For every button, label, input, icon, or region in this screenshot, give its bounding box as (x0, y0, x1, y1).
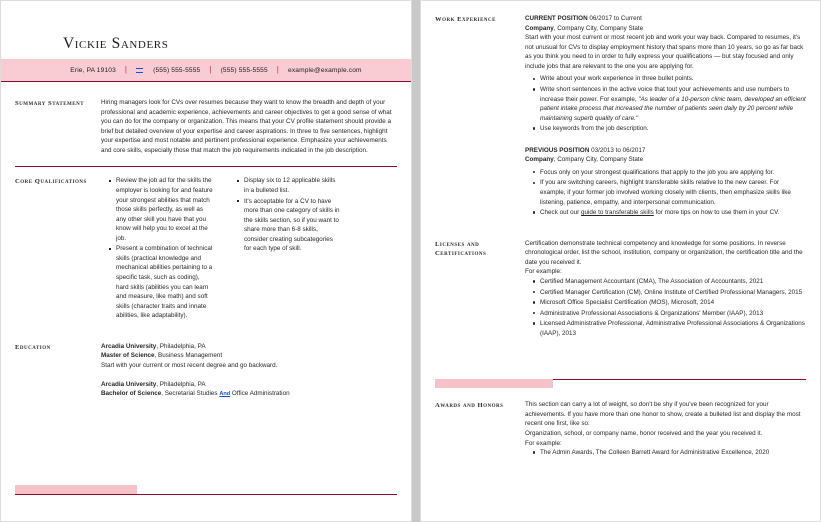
job-company-previous: Company (525, 156, 554, 164)
contact-phone-primary[interactable]: (555) 555-5555 (153, 66, 201, 74)
education-degree-field: , Business Management (154, 352, 223, 360)
education-note: Start with your current or most recent degree and go backward. (101, 361, 278, 369)
licenses-list (525, 277, 806, 338)
qualifications-column-one (101, 176, 213, 321)
contact-separator-3: | (276, 65, 280, 74)
summary-text: Hiring managers look for CVs over resumes because they want to know the breadth and depth of your professional and academic experience, achievements and career objectives to get a good sense of what you can do for the company or organization. This means that your CV profile statement should provide a brief but detailed overview of your expertise and career aspirations. In three to five sentences, highlight your expertise and most notable and pertinent professional experience. Emphasize your achievements and core skills, especially those that match the job requirements indicated in the job description. (101, 99, 392, 154)
section-summary-statement (1, 98, 411, 155)
bullet-text-pre: Check out our (540, 209, 581, 217)
bullet-example-italic: "As leader of a 10-person clinic team, developed an efficient patient intake process that increased the number of patients seen daily by 20 percent while maintaining superb quality of care." (540, 95, 806, 122)
list-item: It's acceptable for a CV to have more than one category of skills in the skills section, so if you want to share more than 6-8 skills, consider creating subcategories for each type of skill. (238, 197, 341, 254)
list-item: Licensed Administrative Professional, Administrative Professional Associations & Organizations (IAAP), 2013 (534, 319, 806, 338)
list-item: Administrative Professional Associations & Organizations' Member (IAAP), 2013 (534, 309, 806, 319)
page-gutter (412, 0, 420, 522)
list-item: Review the job ad for the skills the employer is looking for and feature your strongest abilities that match those skills perfectly, as well as any other skill you have that you know will help you to excel at the job. (110, 176, 213, 243)
highlight-block-right (435, 379, 553, 388)
education-school: Arcadia University (101, 380, 157, 388)
list-item (534, 74, 806, 84)
section-label-core-qualifications: Core Qualifications (15, 178, 87, 186)
contact-location: Erie, PA 19103 (70, 66, 116, 74)
section-label-education: Education (15, 343, 51, 351)
name-block (1, 1, 411, 59)
section-divider-1 (15, 166, 397, 167)
contact-email[interactable]: example@example.com (288, 66, 362, 74)
list-item: Microsoft Office Specialist Certification (MOS), Microsoft, 2014 (534, 298, 806, 308)
awards-line-two: Organization, school, or company name, honor received and the year you received it. (525, 430, 763, 437)
text-cursor-icon (136, 68, 143, 73)
section-education (1, 342, 411, 399)
cv-page-right (420, 0, 821, 522)
section-body-summary (101, 98, 397, 155)
section-body-core-qualifications (101, 176, 397, 321)
bullet-text: Write short sentences in the active voice that tout your achievements and use numbers to increase their power. For example, (540, 85, 790, 103)
education-entry (101, 342, 397, 371)
job-paragraph-current: Start with your most current or most recent job and work your way back. Compared to resumes, it's not unusual for CVs to display employment history that spans more than 10 years, so go as far back as you think you need to in order to fully express your qualifications — but stay focused and only include jobs that are relevant to the one you are applying for. (525, 34, 804, 70)
licenses-example-label: For example: (525, 268, 562, 276)
highlight-block-left (15, 485, 137, 494)
education-school: Arcadia University (101, 342, 157, 350)
page-title: Vickie Sanders (63, 35, 169, 52)
bullet-text: Write about your work experience in three bullet points. (540, 75, 694, 83)
qualifications-list-two (229, 176, 341, 254)
section-label-work-experience: Work Experience (435, 16, 496, 23)
qualifications-list-one (101, 176, 213, 320)
section-label-licenses-line1: Licenses and (435, 240, 480, 248)
work-bullets-previous (525, 168, 806, 218)
awards-list (525, 448, 806, 458)
education-degree: Master of Science (101, 352, 155, 360)
list-item: If you are switching careers, highlight transferable skills relative to the new career. For example, if your former job involved working closely with clients, then emphasize skills like listening, patience, empathy, and interpersonal communication. (534, 178, 806, 207)
section-divider-2 (15, 494, 397, 495)
section-licenses-certifications (421, 239, 820, 340)
section-label-summary: Summary Statement (15, 100, 85, 107)
bullet-text: Use keywords from the job description. (540, 125, 649, 133)
job-title-current: CURRENT POSITION (525, 15, 588, 22)
list-item: The Admin Awards, The Colleen Barrett Award for Administrative Excellence, 2020 (534, 448, 806, 458)
section-body-work-experience (525, 14, 806, 219)
list-item: Focus only on your strongest qualifications that apply to the job you are applying for. (534, 168, 806, 178)
list-item (534, 124, 806, 134)
section-work-experience (421, 14, 820, 219)
job-title-previous: PREVIOUS POSITION (525, 146, 590, 154)
contact-phone-secondary[interactable]: (555) 555-5555 (220, 66, 268, 74)
bullet-text-post: for more tips on how to use them in your CV. (653, 209, 780, 217)
list-item (534, 208, 806, 218)
job-dates-current: 06/2017 to Current (587, 15, 642, 22)
section-label-licenses-line2: Certifications (435, 250, 487, 258)
education-degree-field-pre: , Secretarial Studies (161, 390, 220, 398)
education-degree-link[interactable]: And (219, 391, 231, 398)
job-dates-previous: 03/2013 to 06/2017 (589, 146, 646, 154)
awards-paragraph: This section can carry a lot of weight, so don't be shy if you've been recognized for your achievements. If you have more than one honor to show, create a bulleted list and display the most recent one first, like so: (525, 401, 801, 428)
section-body-awards (525, 400, 806, 458)
education-degree: Bachelor of Science (101, 390, 162, 398)
section-body-education (101, 342, 397, 399)
section-awards-honors (421, 400, 820, 458)
job-company-meta-previous: , Company City, Company State (553, 156, 644, 164)
licenses-paragraph: Certification demonstrate technical competency and knowledge for some positions. In reverse chronological order, list the school, institution, company or organization, the certification title and the date you received it. (525, 239, 803, 266)
section-label-awards: Awards and Honors (435, 402, 504, 410)
list-item: Present a combination of technical skills (practical knowledge and mechanical abilities pertaining to a specific task, such as coding), hard skills (abilities you can learn and measure, like math) and soft skills (character traits and innate abilities, like adaptability). (110, 244, 213, 321)
education-entry (101, 380, 397, 399)
contact-bar (1, 59, 411, 82)
section-label-licenses (435, 239, 525, 340)
section-core-qualifications (1, 176, 411, 321)
list-item: Certified Manager Certification (CM), Online Institute of Certified Professional Managers, 2015 (534, 288, 806, 298)
list-item: Display six to 12 applicable skills in a bulleted list. (238, 176, 341, 195)
contact-separator-2: | (209, 65, 212, 74)
list-item (534, 85, 806, 123)
job-company-current: Company (525, 24, 554, 32)
contact-separator-1: | (124, 65, 128, 74)
education-school-location: , Philadelphia, PA (156, 380, 206, 388)
transferable-skills-link[interactable]: guide to transferable skills (580, 209, 654, 217)
qualifications-column-two (229, 176, 341, 321)
education-degree-field-post: Office Administration (230, 390, 290, 398)
list-item: Certified Management Accountant (CMA), The Association of Accountants, 2021 (534, 277, 806, 287)
work-bullets-current (525, 74, 806, 133)
awards-example-label: For example: (525, 439, 562, 447)
education-school-location: , Philadelphia, PA (156, 342, 206, 350)
job-company-meta-current: , Company City, Company State (553, 24, 644, 32)
section-body-licenses (525, 239, 806, 340)
